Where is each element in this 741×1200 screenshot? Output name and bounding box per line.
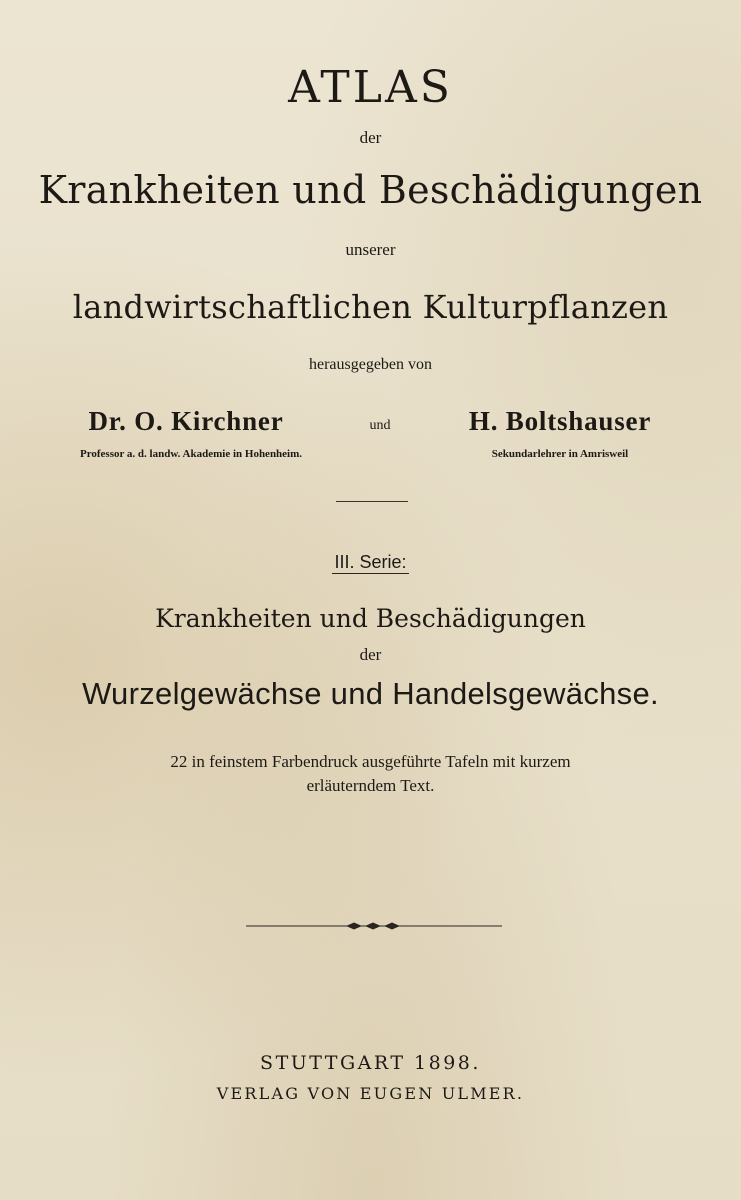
publisher: VERLAG VON EUGEN ULMER.: [216, 1084, 525, 1103]
author-left-name: Dr. O. Kirchner: [88, 406, 284, 436]
series-title-1: Krankheiten und Beschädigungen: [155, 604, 586, 633]
der-connector-2: der: [359, 645, 382, 664]
author-right-name: H. Boltshauser: [468, 406, 652, 436]
description-line-1: 22 in feinstem Farbendruck ausgeführte Tafeln mit kurzem: [170, 752, 571, 771]
herausgegeben-label: herausgegeben von: [308, 356, 433, 373]
unserer-connector: unserer: [345, 240, 396, 259]
description-line-2: erläuterndem Text.: [306, 776, 435, 795]
short-divider: [336, 501, 408, 502]
series-title-2: Wurzelgewächse und Handelsgewächse.: [82, 676, 659, 711]
der-connector-1: der: [359, 128, 382, 147]
author-right-role: Sekundarlehrer in Amrisweil: [491, 448, 629, 460]
subtitle: landwirtschaftlichen Kulturpflanzen: [72, 288, 669, 326]
main-title: Krankheiten und Beschädigungen: [38, 168, 703, 212]
atlas-heading: ATLAS: [288, 62, 453, 113]
author-left-role: Professor a. d. landw. Akademie in Hohenheim.: [79, 448, 303, 460]
und-connector: und: [369, 418, 391, 433]
series-label: [0, 552, 741, 573]
ornament-divider: [246, 916, 502, 936]
place-year: STUTTGART 1898.: [260, 1052, 481, 1074]
series-label-text: III. Serie:: [334, 552, 407, 572]
